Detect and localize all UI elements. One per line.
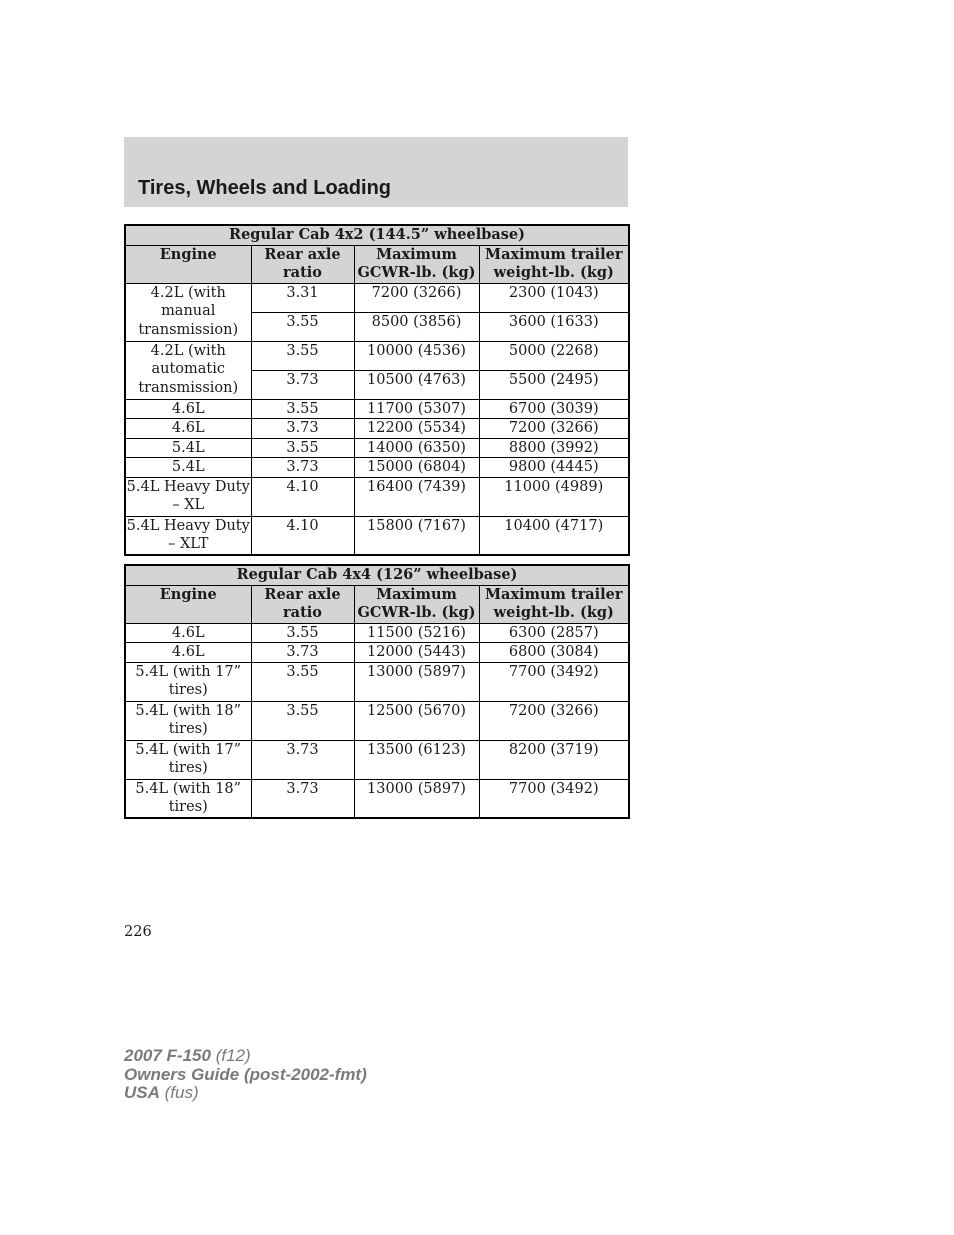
trailer-weight-cell: 5500 (2495) [479,370,629,399]
engine-cell: 5.4L [125,458,251,478]
rear-axle-ratio-cell: 3.73 [251,458,354,478]
trailer-weight-cell: 7200 (3266) [479,701,629,740]
table-caption: Regular Cab 4x4 (126” wheelbase) [125,565,629,585]
table-caption-row [125,225,629,245]
gcwr-cell: 7200 (3266) [354,283,479,312]
gcwr-cell: 13000 (5897) [354,779,479,818]
trailer-weight-cell: 11000 (4989) [479,477,629,516]
footer-line-model: 2007 F-150 (f12) [124,1046,251,1065]
section-header-band [124,137,628,207]
rear-axle-ratio-cell: 4.10 [251,516,354,555]
table-row [125,643,629,663]
gcwr-cell: 13500 (6123) [354,740,479,779]
table-row [125,399,629,419]
footer-line-guide: Owners Guide (post-2002-fmt) [124,1064,367,1084]
gcwr-cell: 8500 (3856) [354,312,479,341]
table-row [125,740,629,779]
gcwr-cell: 13000 (5897) [354,662,479,701]
gcwr-cell: 10500 (4763) [354,370,479,399]
gcwr-cell: 14000 (6350) [354,438,479,458]
engine-cell: 4.2L (with automatic transmission) [125,341,251,399]
rear-axle-ratio-cell: 3.73 [251,740,354,779]
table-header-row [125,585,629,623]
rear-axle-ratio-cell: 3.55 [251,662,354,701]
column-header-max-trailer-weight: Maximum trailer weight-lb. (kg) [479,245,629,283]
table-row [125,701,629,740]
rear-axle-ratio-cell: 3.31 [251,283,354,312]
table-row [125,779,629,818]
rear-axle-ratio-cell: 3.55 [251,623,354,643]
column-header-max-gcwr: Maximum GCWR-lb. (kg) [354,585,479,623]
gcwr-cell: 12000 (5443) [354,643,479,663]
towing-table-4x2 [124,224,630,556]
trailer-weight-cell: 3600 (1633) [479,312,629,341]
engine-cell: 4.6L [125,623,251,643]
gcwr-cell: 10000 (4536) [354,341,479,370]
gcwr-cell: 12500 (5670) [354,701,479,740]
rear-axle-ratio-cell: 4.10 [251,477,354,516]
rear-axle-ratio-cell: 3.55 [251,701,354,740]
rear-axle-ratio-cell: 3.73 [251,643,354,663]
engine-cell: 5.4L (with 17” tires) [125,740,251,779]
engine-cell: 4.2L (with manual transmission) [125,283,251,341]
trailer-weight-cell: 5000 (2268) [479,341,629,370]
table-row [125,458,629,478]
trailer-weight-cell: 6300 (2857) [479,623,629,643]
table-row [125,477,629,516]
column-header-max-trailer-weight: Maximum trailer weight-lb. (kg) [479,585,629,623]
gcwr-cell: 11500 (5216) [354,623,479,643]
engine-cell: 5.4L Heavy Duty – XLT [125,516,251,555]
rear-axle-ratio-cell: 3.55 [251,312,354,341]
table-row [125,516,629,555]
rear-axle-ratio-cell: 3.73 [251,370,354,399]
engine-cell: 4.6L [125,419,251,439]
table-row [125,419,629,439]
table-row [125,283,629,312]
rear-axle-ratio-cell: 3.55 [251,438,354,458]
gcwr-cell: 15000 (6804) [354,458,479,478]
column-header-engine: Engine [125,245,251,283]
trailer-weight-cell: 6700 (3039) [479,399,629,419]
trailer-weight-cell: 10400 (4717) [479,516,629,555]
column-header-rear-axle-ratio: Rear axle ratio [251,585,354,623]
engine-cell: 5.4L (with 17” tires) [125,662,251,701]
section-title: Tires, Wheels and Loading [138,177,392,199]
page-number: 226 [124,924,152,940]
table-caption: Regular Cab 4x2 (144.5” wheelbase) [125,225,629,245]
trailer-weight-cell: 9800 (4445) [479,458,629,478]
table-row [125,341,629,370]
towing-table-4x4 [124,564,630,819]
table-row [125,662,629,701]
trailer-weight-cell: 8200 (3719) [479,740,629,779]
trailer-weight-cell: 6800 (3084) [479,643,629,663]
engine-cell: 5.4L (with 18” tires) [125,701,251,740]
footer-line-market: USA (fus) [124,1083,199,1102]
table-row [125,623,629,643]
engine-cell: 5.4L Heavy Duty – XL [125,477,251,516]
rear-axle-ratio-cell: 3.55 [251,341,354,370]
engine-cell: 4.6L [125,399,251,419]
gcwr-cell: 11700 (5307) [354,399,479,419]
trailer-weight-cell: 7200 (3266) [479,419,629,439]
column-header-engine: Engine [125,585,251,623]
column-header-max-gcwr: Maximum GCWR-lb. (kg) [354,245,479,283]
column-header-rear-axle-ratio: Rear axle ratio [251,245,354,283]
rear-axle-ratio-cell: 3.73 [251,779,354,818]
rear-axle-ratio-cell: 3.73 [251,419,354,439]
gcwr-cell: 16400 (7439) [354,477,479,516]
rear-axle-ratio-cell: 3.55 [251,399,354,419]
trailer-weight-cell: 2300 (1043) [479,283,629,312]
table-header-row [125,245,629,283]
document-footer [124,1047,367,1103]
engine-cell: 5.4L [125,438,251,458]
gcwr-cell: 12200 (5534) [354,419,479,439]
trailer-weight-cell: 8800 (3992) [479,438,629,458]
trailer-weight-cell: 7700 (3492) [479,662,629,701]
table-row [125,438,629,458]
trailer-weight-cell: 7700 (3492) [479,779,629,818]
gcwr-cell: 15800 (7167) [354,516,479,555]
engine-cell: 4.6L [125,643,251,663]
table-caption-row [125,565,629,585]
engine-cell: 5.4L (with 18” tires) [125,779,251,818]
